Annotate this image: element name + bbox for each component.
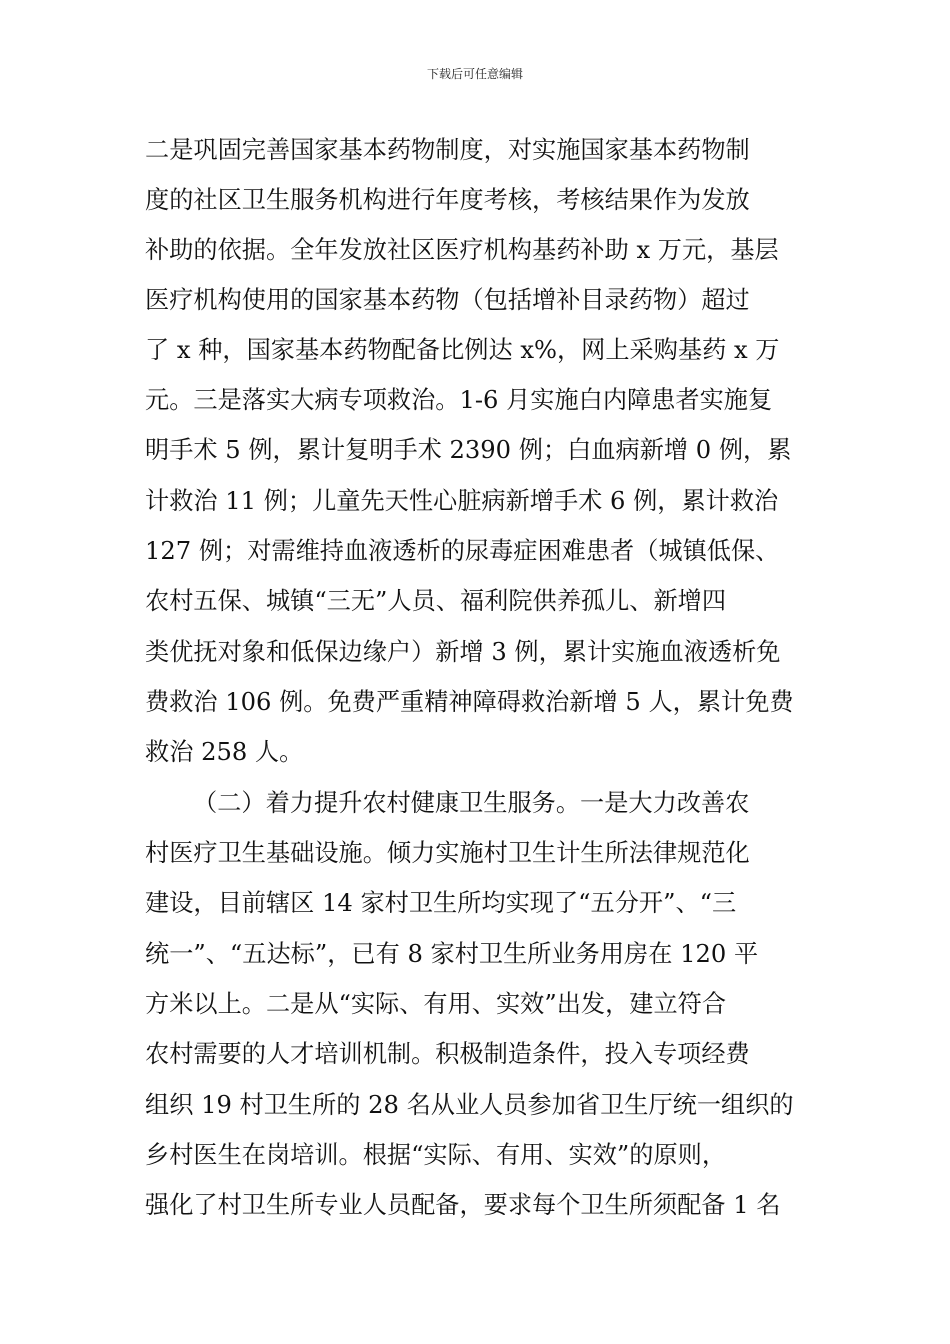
text-line: 方米以上。二是从“实际、有用、实效”出发，建立符合: [145, 990, 727, 1018]
text-line: 统一”、“五达标”，已有 8 家村卫生所业务用房在 120 平: [145, 940, 759, 968]
text-line: 救治 258 人。: [145, 738, 304, 766]
paragraph-first-line: （二）着力提升农村健康卫生服务。一是大力改善农: [193, 789, 750, 817]
text-line: 医疗机构使用的国家基本药物（包括增补目录药物）超过: [145, 286, 750, 314]
text-line: 了 x 种，国家基本药物配备比例达 x%，网上采购基药 x 万: [145, 336, 780, 364]
text-line: 乡村医生在岗培训。根据“实际、有用、实效”的原则，: [145, 1141, 727, 1169]
text-line: 建设，目前辖区 14 家村卫生所均实现了“五分开”、“三: [145, 889, 737, 917]
text-line: 费救治 106 例。免费严重精神障碍救治新增 5 人，累计免费: [145, 688, 794, 716]
text-line: 计救治 11 例；儿童先天性心脏病新增手术 6 例，累计救治: [145, 487, 779, 515]
text-line: 度的社区卫生服务机构进行年度考核，考核结果作为发放: [145, 186, 750, 214]
text-line: 农村需要的人才培训机制。积极制造条件，投入专项经费: [145, 1040, 750, 1068]
text-line: 强化了村卫生所专业人员配备，要求每个卫生所须配备 1 名: [145, 1191, 781, 1219]
text-line: 农村五保、城镇“三无”人员、福利院供养孤儿、新增四: [145, 587, 727, 615]
page-header: 下载后可任意编辑: [426, 67, 523, 81]
text-line: 补助的依据。全年发放社区医疗机构基药补助 x 万元，基层: [145, 236, 779, 264]
text-line: 元。三是落实大病专项救治。1-6 月实施白内障患者实施复: [145, 386, 773, 414]
text-line: 二是巩固完善国家基本药物制度，对实施国家基本药物制: [145, 136, 750, 164]
text-line: 村医疗卫生基础设施。倾力实施村卫生计生所法律规范化: [145, 839, 750, 867]
text-line: 127 例；对需维持血液透析的尿毒症困难患者（城镇低保、: [145, 537, 780, 565]
text-line: 组织 19 村卫生所的 28 名从业人员参加省卫生厅统一组织的: [145, 1091, 794, 1119]
text-line: 明手术 5 例，累计复明手术 2390 例；白血病新增 0 例，累: [145, 436, 792, 464]
text-line: 类优抚对象和低保边缘户）新增 3 例，累计实施血液透析免: [145, 638, 781, 666]
